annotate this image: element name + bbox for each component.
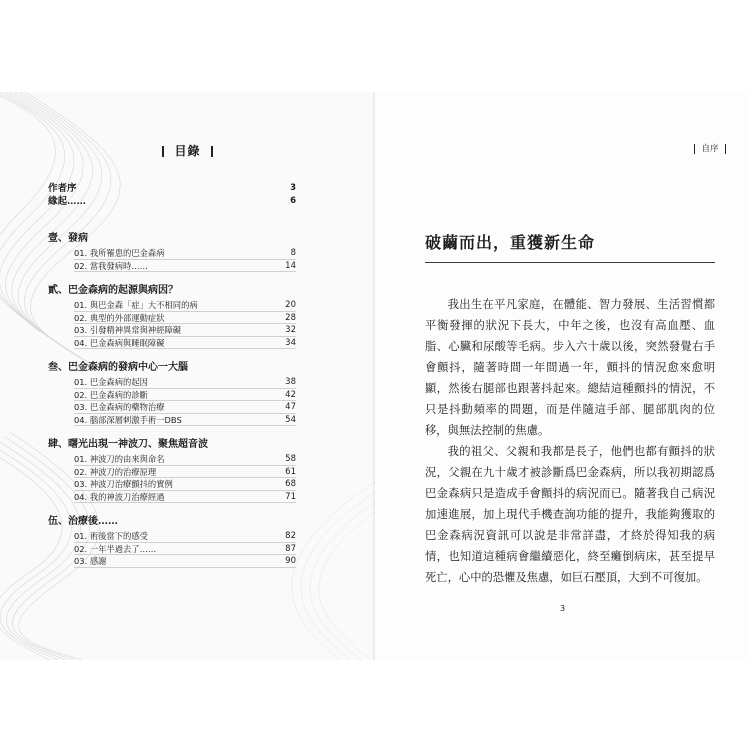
heading-bar-right bbox=[211, 146, 213, 157]
header-bar-left bbox=[694, 144, 696, 154]
heading-bar-left bbox=[162, 146, 164, 157]
toc-entry[interactable] bbox=[48, 530, 296, 543]
toc-title-text: 目錄 bbox=[174, 144, 201, 158]
toc-page bbox=[0, 92, 375, 660]
toc-entry-page: 28 bbox=[285, 312, 296, 323]
toc-entry[interactable] bbox=[48, 453, 296, 466]
toc-entry-label: 03. 巴金森病的藥物治療 bbox=[74, 402, 165, 412]
toc-entry[interactable] bbox=[48, 260, 296, 273]
toc-entry[interactable] bbox=[48, 337, 296, 350]
header-bar-right bbox=[725, 144, 727, 154]
toc-entry-page: 90 bbox=[285, 556, 296, 566]
page-number: 3 bbox=[559, 604, 566, 613]
toc-entry-label: 04. 巴金森病與睡眠障礙 bbox=[74, 337, 165, 348]
toc-entry[interactable] bbox=[48, 195, 296, 208]
toc-entry-page: 82 bbox=[285, 531, 296, 541]
toc-entry-page: 71 bbox=[285, 491, 296, 502]
toc-entry[interactable] bbox=[48, 414, 296, 427]
running-header-text: 自序 bbox=[701, 144, 719, 154]
toc-entry[interactable] bbox=[48, 376, 296, 389]
toc-entry[interactable] bbox=[48, 491, 296, 504]
title-rule bbox=[425, 262, 715, 263]
toc-entry[interactable] bbox=[48, 555, 296, 568]
toc-entry[interactable] bbox=[48, 478, 296, 491]
toc-entry-page: 3 bbox=[290, 183, 296, 193]
toc-entry-label: 02. 典型的外部運動症狀 bbox=[74, 312, 165, 323]
toc-entry[interactable] bbox=[48, 324, 296, 337]
toc-entry-label: 02. 神波刀的治療原理 bbox=[74, 466, 157, 477]
toc-entry-page: 68 bbox=[285, 479, 296, 489]
toc-entry[interactable] bbox=[48, 401, 296, 414]
chapter-title[interactable]: 伍、治療後…… bbox=[48, 516, 118, 527]
toc-entry-page: 54 bbox=[285, 414, 296, 425]
table-of-contents bbox=[48, 182, 296, 568]
toc-entry-page: 58 bbox=[285, 454, 296, 464]
running-header bbox=[688, 142, 732, 154]
toc-entry-page: 20 bbox=[285, 300, 296, 310]
toc-entry-label: 01. 我所罹患的巴金森病 bbox=[74, 248, 165, 258]
toc-entry-label: 01. 巴金森病的起因 bbox=[74, 377, 148, 387]
toc-entry[interactable] bbox=[48, 466, 296, 479]
toc-entry-page: 34 bbox=[285, 337, 296, 348]
toc-entry-page: 6 bbox=[290, 196, 296, 206]
preface-body bbox=[425, 294, 715, 588]
book-spread bbox=[0, 92, 750, 660]
toc-entry-label: 01. 神波刀的由來與命名 bbox=[74, 454, 165, 464]
toc-entry[interactable] bbox=[48, 389, 296, 402]
toc-entry-label: 作者序 bbox=[48, 183, 77, 194]
toc-entry-page: 61 bbox=[285, 466, 296, 477]
toc-entry-page: 38 bbox=[285, 377, 296, 387]
toc-entry-label: 02. 一年半過去了…… bbox=[74, 543, 157, 554]
toc-heading bbox=[0, 142, 375, 159]
paragraph: 我出生在平凡家庭，在體能、智力發展、生活習慣都平衡發揮的狀況下長大，中年之後，也沒有高血壓、血脂、心臟和尿酸等毛病。步入六十歲以後，突然發覺右手會顫抖，隨著時間一年間過一年，顫抖的情況愈來愈明顯，然後右腿部也跟著抖起來。總結這種顫抖的情況，不只是抖動頻率的問題，而是伴隨這手部、腿部肌肉的位移，與無法控制的焦慮。 bbox=[425, 298, 715, 437]
preface-title: 破繭而出，重獲新生命 bbox=[425, 233, 596, 252]
toc-entry-label: 03. 感謝 bbox=[74, 556, 107, 566]
chapter-title[interactable]: 壹、發病 bbox=[48, 233, 88, 244]
paragraph: 我的祖父、父親和我都是長子，他們也都有顫抖的狀況，父親在九十歲才被診斷爲巴金森病，所以我初期認爲巴金森病只是造成手會顫抖的病況而已。隨著我自己病況加速進展，加上現代手機查詢功能的提升，我能夠獲取的巴金森病況資訊可以說是非常詳盡，才終於得知我的病情，也知道這種病會繼續惡化，終至癱倒病床，甚至提早死亡，心中的恐懼及焦慮，如巨石壓頂，大到不可復加。 bbox=[425, 445, 715, 584]
preface-page bbox=[375, 92, 750, 660]
toc-entry-page: 42 bbox=[285, 389, 296, 400]
toc-entry-page: 14 bbox=[285, 260, 296, 271]
toc-entry-page: 47 bbox=[285, 402, 296, 412]
toc-entry-label: 01. 與巴金森「症」大不相同的病 bbox=[74, 300, 198, 310]
toc-entry-label: 04. 我的神波刀治療經過 bbox=[74, 491, 165, 502]
toc-entry[interactable] bbox=[48, 182, 296, 195]
toc-entry[interactable] bbox=[48, 543, 296, 556]
toc-entry[interactable] bbox=[48, 247, 296, 260]
toc-entry-page: 8 bbox=[290, 248, 296, 258]
chapter-title[interactable]: 貳、巴金森病的起源與病因？ bbox=[48, 285, 178, 296]
toc-entry-label: 03. 神波刀治療顫抖的實例 bbox=[74, 479, 173, 489]
toc-entry-page: 87 bbox=[285, 543, 296, 554]
toc-entry[interactable] bbox=[48, 299, 296, 312]
toc-entry-label: 緣起…… bbox=[48, 196, 87, 207]
toc-entry-label: 03. 引發精神異常與神經障礙 bbox=[74, 325, 182, 335]
toc-entry-label: 02. 當我發病時…… bbox=[74, 260, 148, 271]
toc-entry-label: 02. 巴金森病的診斷 bbox=[74, 389, 148, 400]
toc-entry[interactable] bbox=[48, 312, 296, 325]
toc-entry-page: 32 bbox=[285, 325, 296, 335]
toc-entry-label: 04. 腦部深層刺激手術一DBS bbox=[74, 414, 182, 425]
toc-entry-label: 01. 術後當下的感受 bbox=[74, 531, 148, 541]
chapter-title[interactable]: 叁、巴金森病的發病中心一大腦 bbox=[48, 362, 188, 373]
chapter-title[interactable]: 肆、曙光出現一神波刀、聚焦超音波 bbox=[48, 439, 208, 450]
